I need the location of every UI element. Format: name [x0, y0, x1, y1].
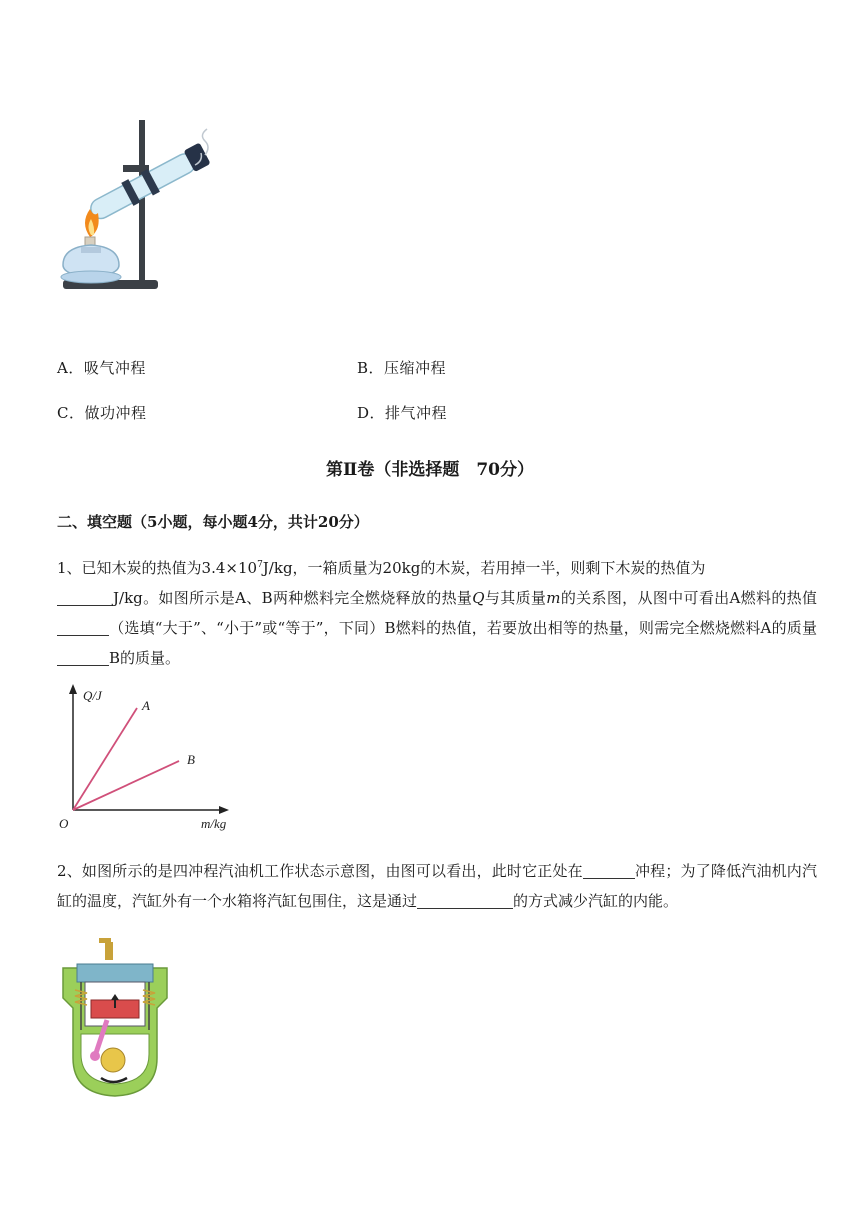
q2-blank-1[interactable] — [583, 862, 635, 879]
question-2 — [57, 856, 817, 916]
q1-q-var: Q — [472, 589, 485, 607]
line-b-label: B — [187, 752, 195, 767]
option-b: B．压缩冲程 — [357, 359, 447, 377]
q1-text-3: J/kg。如图所示是A、B两种燃料完全燃烧释放的热量 — [113, 589, 473, 607]
option-a: A．吸气冲程 — [57, 359, 146, 377]
q1-text-7: B的质量。 — [109, 649, 181, 667]
x-axis-label: m/kg — [201, 816, 227, 831]
q1-m-var: m — [546, 589, 561, 607]
q2-text-2: 冲程；为了降低汽油机内汽缸的温度，汽缸外有一个水箱将汽缸包围住，这是通过 — [57, 862, 817, 910]
q1-text-6: （选填“大于”、“小于”或“等于”，下同）B燃料的热值，若要放出相等的热量，则需完全燃烧燃料A的质量 — [109, 619, 817, 637]
option-c: C．做功冲程 — [57, 404, 147, 422]
q1-text-5: 的关系图，从图中可看出A燃料的热值 — [560, 589, 817, 607]
test-tube-heating-illustration — [55, 115, 225, 295]
line-a-label: A — [142, 698, 150, 713]
section-title: 第Ⅱ卷（非选择题 70分） — [326, 460, 534, 480]
part-title: 二、填空题（5小题，每小题4分，共计20分） — [57, 513, 369, 531]
option-d: D．排气冲程 — [357, 404, 448, 422]
question-1 — [57, 550, 817, 673]
q1-blank-3[interactable] — [57, 649, 109, 666]
four-stroke-engine-illustration — [55, 938, 175, 1100]
y-axis-label: Q/J — [83, 688, 102, 703]
q1-blank-1[interactable] — [57, 589, 113, 606]
y-axis-arrow — [69, 684, 77, 694]
q1-text-1: 1、已知木炭的热值为3.4×10 — [57, 559, 258, 577]
q2-text-3: 的方式减少汽缸的内能。 — [513, 892, 679, 910]
q1-text-2: J/kg，一箱质量为20kg的木炭，若用掉一半，则剩下木炭的热值为 — [262, 559, 706, 577]
q1-text-4: 与其质量 — [484, 589, 547, 607]
q-m-graph — [55, 682, 245, 832]
origin-label: O — [59, 816, 69, 831]
q2-text-1: 2、如图所示的是四冲程汽油机工作状态示意图，由图可以看出，此时它正处在 — [57, 862, 583, 880]
x-axis-arrow — [219, 806, 229, 814]
q2-blank-2[interactable] — [417, 892, 513, 909]
q1-exponent: 7 — [257, 560, 263, 570]
q1-blank-2[interactable] — [57, 619, 109, 636]
